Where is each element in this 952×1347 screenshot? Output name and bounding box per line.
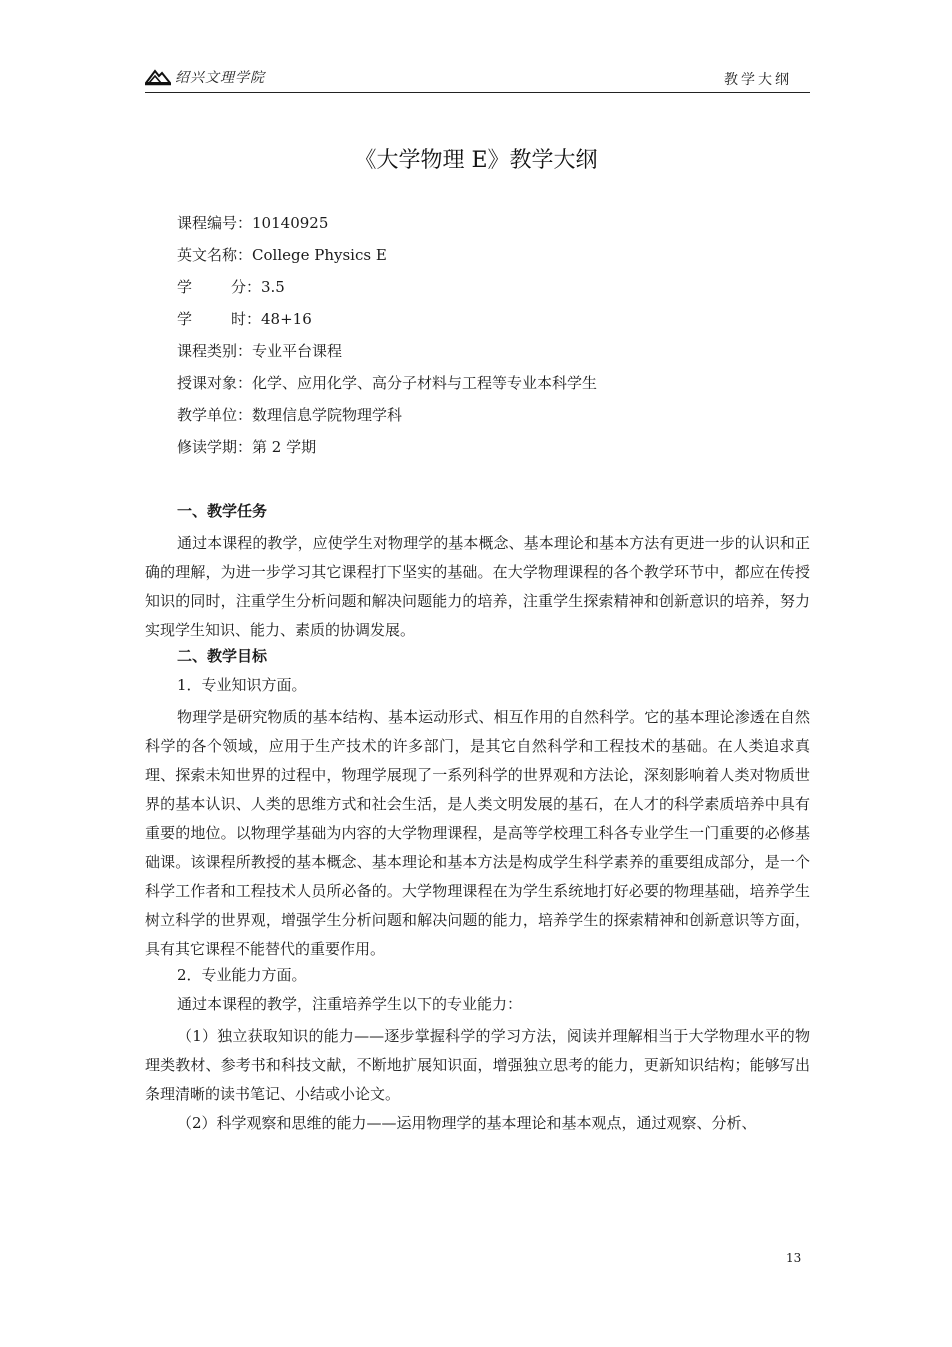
section-heading-teaching-goals: 二、教学目标 [177,647,268,665]
info-english-name [177,244,597,276]
info-audience [177,372,597,404]
info-value: 数理信息学院物理学科 [252,406,403,424]
school-name: 绍兴文理学院 [175,70,265,86]
course-info [177,212,597,468]
info-label [177,308,261,340]
section-heading-teaching-task: 一、教学任务 [177,502,268,520]
info-value: 3.5 [261,278,285,296]
info-value: 10140925 [252,214,329,232]
school-logo [145,66,265,88]
info-credits [177,276,597,308]
info-semester [177,436,597,468]
info-value: 专业平台课程 [252,342,343,360]
page-header [145,64,810,93]
info-label-part: 学 [177,278,193,296]
info-category [177,340,597,372]
goal-item-ability: 2．专业能力方面。 [177,966,307,984]
info-department [177,404,597,436]
page-number: 13 [786,1251,802,1265]
school-emblem-icon [145,68,171,86]
info-label: 英文名称： [177,246,253,264]
info-label: 授课对象： [177,374,253,392]
info-label-part: 时： [230,310,261,328]
info-label-part: 学 [177,310,193,328]
ability-point-1: （1）独立获取知识的能力——逐步掌握科学的学习方法，阅读并理解相当于大学物理水平的物理类教材、参考书和科技文献，不断地扩展知识面，增强独立思考的能力，更新知识结构；能够写出条理清晰的读书笔记、小结或小论文。 [145,1027,810,1103]
info-value: 第 2 学期 [252,438,317,456]
ability-point-2: （2）科学观察和思维的能力——运用物理学的基本理论和基本观点，通过观察、分析、 [177,1114,757,1132]
ability-intro: 通过本课程的教学，注重培养学生以下的专业能力： [177,995,523,1013]
teaching-task-paragraph: 通过本课程的教学，应使学生对物理学的基本概念、基本理论和基本方法有更进一步的认识和正确的理解，为进一步学习其它课程打下坚实的基础。在大学物理课程的各个教学环节中，都应在传授知识的同时，注重学生分析问题和解决问题能力的培养，注重学生探索精神和创新意识的培养，努力实现学生知识、能力、素质的协调发展。 [145,534,810,639]
info-hours [177,308,597,340]
info-label [177,276,261,308]
info-label: 课程类别： [177,342,253,360]
info-course-code [177,212,597,244]
info-label: 教学单位： [177,406,253,424]
goal-item-knowledge: 1．专业知识方面。 [177,676,307,694]
info-value: College Physics E [252,246,387,264]
info-value: 48+16 [261,310,312,328]
knowledge-paragraph: 物理学是研究物质的基本结构、基本运动形式、相互作用的自然科学。它的基本理论渗透在自然科学的各个领域，应用于生产技术的许多部门，是其它自然科学和工程技术的基础。在人类追求真理、探索未知世界的过程中，物理学展现了一系列科学的世界观和方法论，深刻影响着人类对物质世界的基本认识、人类的思维方式和社会生活，是人类文明发展的基石，在人才的科学素质培养中具有重要的地位。以物理学基础为内容的大学物理课程，是高等学校理工科各专业学生一门重要的必修基础课。该课程所教授的基本概念、基本理论和基本方法是构成学生科学素养的重要组成部分，是一个科学工作者和工程技术人员所必备的。大学物理课程在为学生系统地打好必要的物理基础，培养学生树立科学的世界观，增强学生分析问题和解决问题的能力，培养学生的探索精神和创新意识等方面，具有其它课程不能替代的重要作用。 [145,708,810,958]
document-title: 《大学物理 E》教学大纲 [354,148,598,173]
info-label: 修读学期： [177,438,253,456]
info-label-part: 分： [230,278,261,296]
header-title: 教学大纲 [724,72,792,88]
info-value: 化学、应用化学、高分子材料与工程等专业本科学生 [252,374,598,392]
document-body [145,500,810,1138]
info-label: 课程编号： [177,214,253,232]
